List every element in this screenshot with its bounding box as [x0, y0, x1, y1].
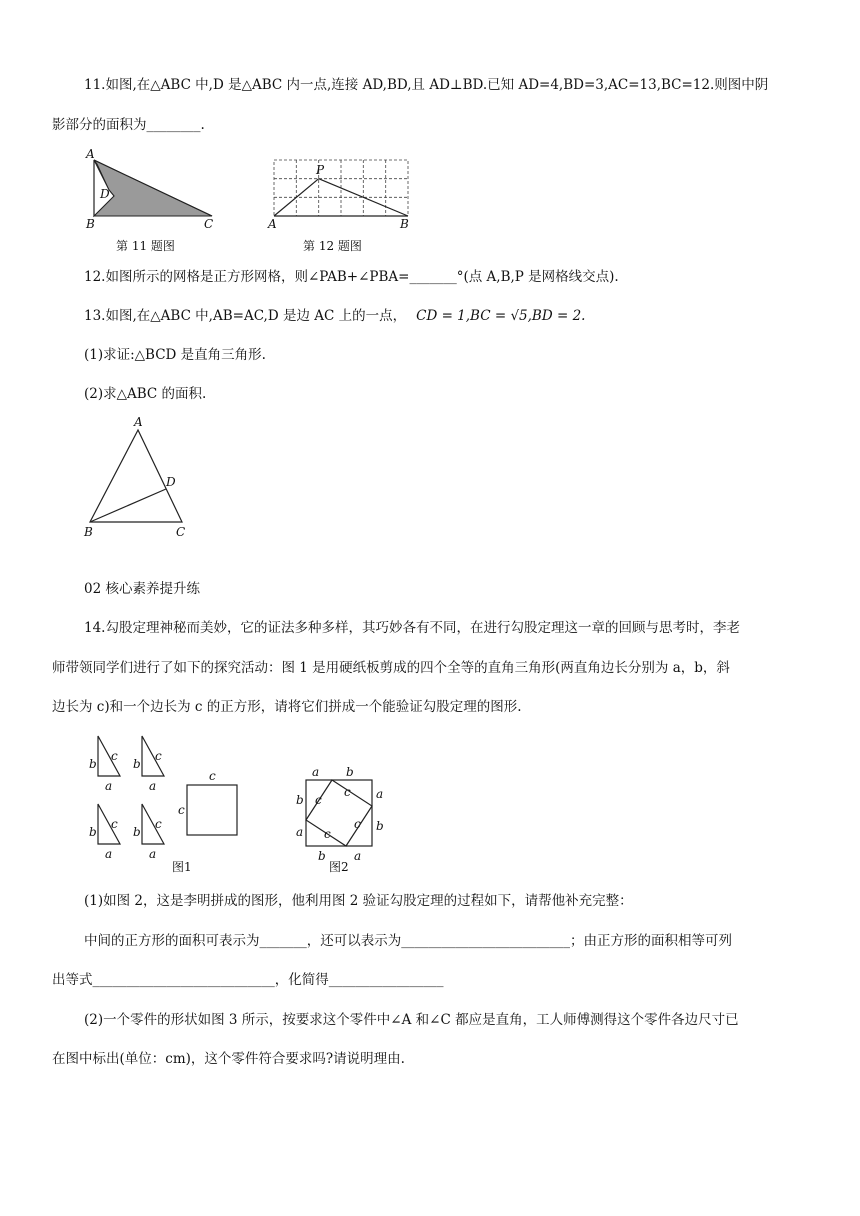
q12-label-a: A [268, 217, 277, 231]
q13-stem [84, 307, 585, 325]
fig1-t4-b: b [133, 825, 141, 839]
fig1-square-c-top: c [209, 769, 216, 783]
fig2-left-b: b [296, 793, 304, 807]
q14-p1-line1: (1)如图 2，这是李明拼成的图形，他利用图 2 验证勾股定理的过程如下，请帮他补充完整： [84, 893, 633, 909]
q12-label-p: P [316, 163, 325, 177]
fig2-inner-square [306, 780, 372, 846]
fig2-bottom-b: b [318, 849, 326, 863]
section-title: 02 核心素养提升练 [84, 581, 200, 597]
fig1-t3-c: c [111, 817, 118, 831]
fig2-left-a: a [296, 825, 304, 839]
fig2-inner-c-3: c [324, 827, 331, 841]
fig1-t2-b: b [133, 757, 141, 771]
q12-label-b: B [400, 217, 409, 231]
fig1-t1-c: c [111, 749, 118, 763]
fig2-right-a: a [376, 787, 384, 801]
q14-p1-line3: 出等式___________________________，化简得_________________ [52, 972, 444, 988]
q14-p2-line2: 在图中标出(单位：cm)，这个零件符合要求吗?请说明理由. [52, 1051, 405, 1067]
q13-label-b: B [84, 525, 93, 539]
q11-caption: 第 11 题图 [116, 239, 175, 253]
fig1-square [187, 785, 237, 835]
q12-caption: 第 12 题图 [303, 239, 362, 253]
q11-label-d: D [100, 187, 110, 201]
q14-p2-line1: (2)一个零件的形状如图 3 所示，按要求这个零件中∠A 和∠C 都应是直角，工人师傅测得这个零件各边尺寸已 [84, 1012, 739, 1028]
fig2-inner-c-2: c [344, 785, 351, 799]
q14-line2: 师带领同学们进行了如下的探究活动：图 1 是用硬纸板剪成的四个全等的直角三角形(两直角边长分别为 a，b，斜 [52, 660, 730, 676]
fig1-t4-a: a [149, 847, 157, 861]
fig1-t1-b: b [89, 757, 97, 771]
q14-line3: 边长为 c)和一个边长为 c 的正方形，请将它们拼成一个能验证勾股定理的图形. [52, 699, 522, 715]
q11-figure [84, 146, 224, 236]
q13-figure [80, 416, 200, 542]
fig1-t2-c: c [155, 749, 162, 763]
fig1-t3-a: a [105, 847, 113, 861]
q11-label-a: A [86, 147, 95, 161]
q14-line1: 14.勾股定理神秘而美妙，它的证法多种多样，其巧妙各有不同，在进行勾股定理这一章的回顾与思考时，李老 [84, 620, 740, 636]
fig2-bottom-a: a [354, 849, 362, 863]
fig2-top-b: b [346, 765, 354, 779]
q11-label-c: C [204, 217, 214, 231]
fig2-caption: 图2 [329, 860, 349, 874]
fig1-caption: 图1 [172, 860, 192, 874]
fig1-t4-c: c [155, 817, 162, 831]
q14-figure-2 [290, 762, 390, 862]
q12-text: 12.如图所示的网格是正方形网格，则∠PAB+∠PBA=_______°(点 A,B,P 是网格线交点). [84, 269, 619, 285]
q11-line1: 11.如图,在△ABC 中,D 是△ABC 内一点,连接 AD,BD,且 AD⊥BD.已知 AD=4,BD=3,AC=13,BC=12.则图中阴 [84, 77, 769, 93]
fig2-outer-square [306, 780, 372, 846]
fig1-t2-a: a [149, 779, 157, 793]
fig2-top-a: a [312, 765, 320, 779]
q14-figure-1 [80, 730, 260, 870]
q13-sub2: (2)求△ABC 的面积. [84, 386, 207, 402]
q12-figure [266, 150, 416, 240]
q13-label-a: A [134, 415, 143, 429]
fig1-square-c-left: c [178, 803, 185, 817]
fig1-t3-b: b [89, 825, 97, 839]
q13-label-d: D [166, 475, 176, 489]
fig1-t1-a: a [105, 779, 113, 793]
fig2-inner-c-1: c [315, 793, 322, 807]
q13-math: CD = 1,BC = √5,BD = 2. [416, 308, 586, 324]
fig2-right-b: b [376, 819, 384, 833]
q13-stem-text: 13.如图,在△ABC 中,AB=AC,D 是边 AC 上的一点， [84, 308, 407, 324]
q13-label-c: C [176, 525, 186, 539]
q13-sub1: (1)求证:△BCD 是直角三角形. [84, 347, 266, 363]
fig2-inner-c-4: c [354, 817, 361, 831]
q11-line2: 影部分的面积为________. [52, 117, 205, 133]
q14-p1-line2: 中间的正方形的面积可表示为_______，还可以表示为_________________________；由正方形的面积相等可列 [84, 933, 732, 949]
q11-label-b: B [86, 217, 95, 231]
